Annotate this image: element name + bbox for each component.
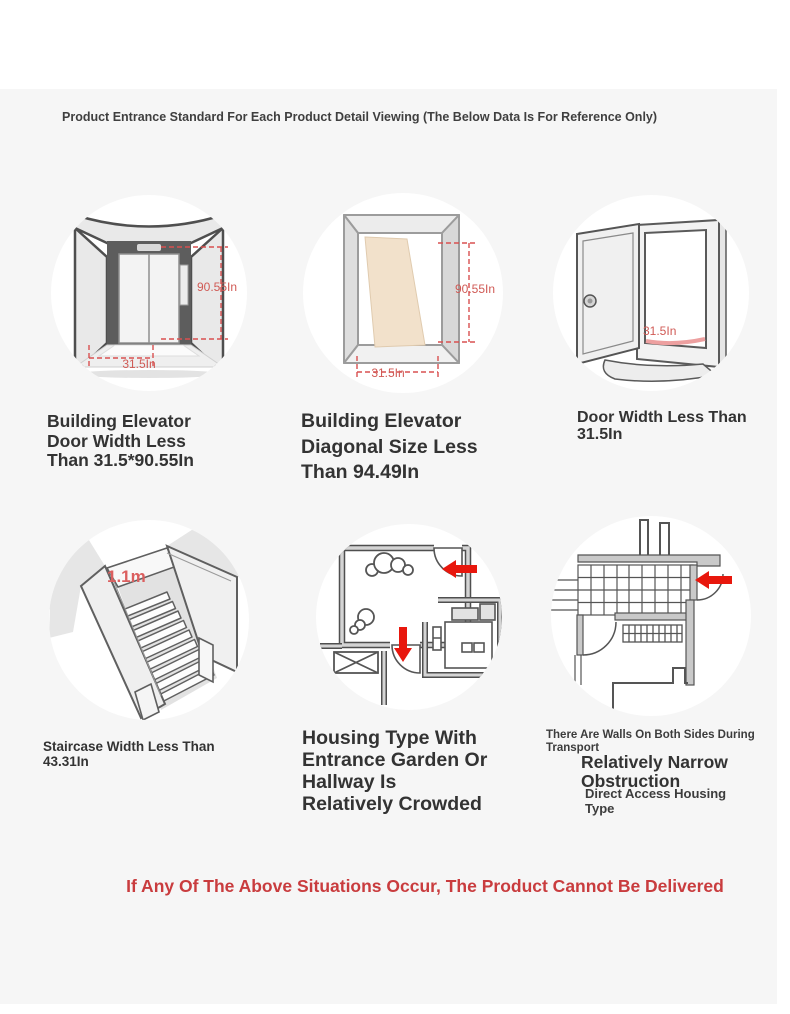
elevator-door-icon <box>51 195 247 391</box>
fence-grid <box>551 565 693 615</box>
caption-line: Building Elevator <box>47 411 191 431</box>
caption-line: Relatively Narrow <box>581 752 728 772</box>
obstruction-plan-icon <box>551 516 751 716</box>
caption-staircase <box>43 740 215 769</box>
width-measure-label: 31.5In <box>643 324 677 338</box>
door-width-illustration <box>553 195 749 391</box>
elevator-diagonal-icon <box>303 193 503 393</box>
trellis-box <box>334 652 378 673</box>
height-measure-label: 90.55In <box>196 280 238 294</box>
caption-line: Door Width Less Than <box>577 409 747 426</box>
elevator-door-illustration <box>51 195 247 391</box>
caption-line: Housing Type With <box>302 727 477 749</box>
width-measure-label: 1.1m <box>107 567 146 586</box>
caption-line: Hallway Is <box>302 771 397 793</box>
caption-obstruction-note <box>546 729 755 754</box>
narrow-obstruction-illustration <box>551 516 751 716</box>
caption-line: Door Width Less <box>47 430 186 451</box>
caption-elevator-diagonal <box>301 409 478 486</box>
hatched-obstacle <box>623 625 682 642</box>
door-leaf <box>577 224 639 364</box>
caption-line: Transport <box>546 741 600 754</box>
caption-line: Direct Access Housing <box>585 786 727 801</box>
caption-line: Staircase Width Less Than <box>43 739 215 754</box>
caption-entrance-garden <box>302 727 487 815</box>
section-title: Product Entrance Standard For Each Product Detail Viewing (The Below Data Is For Reference Only) <box>62 110 658 124</box>
entrance-garden-illustration <box>316 524 502 710</box>
furniture <box>433 604 495 668</box>
caption-line: 43.31In <box>43 753 89 769</box>
caption-door-width <box>577 410 747 443</box>
caption-line: Type <box>585 801 615 816</box>
caption-line: Obstruction <box>581 770 681 791</box>
caption-elevator-door <box>47 412 194 471</box>
caption-line: There Are Walls On Both Sides During <box>546 729 755 741</box>
caption-line: 31.5In <box>577 425 623 443</box>
width-measure-label: 31.5In <box>371 366 405 380</box>
caption-line: Building Elevator <box>301 410 462 432</box>
floor-plan-icon <box>316 524 502 710</box>
garden-stones <box>350 553 413 634</box>
width-measure-label: 31.5In <box>122 357 156 371</box>
caption-line: Than 31.5*90.55In <box>47 450 194 470</box>
caption-line: Relatively Crowded <box>302 793 482 815</box>
elevator-diagonal-illustration <box>303 193 503 393</box>
caption-obstruction-sub <box>585 786 726 816</box>
delivery-warning-text: If Any Of The Above Situations Occur, The Product Cannot Be Delivered <box>126 876 724 896</box>
open-door-icon <box>553 195 749 391</box>
caption-obstruction-main <box>581 753 728 790</box>
left-arrow-icon <box>695 571 732 589</box>
caption-line: Diagonal Size Less <box>301 435 478 458</box>
staircase-illustration <box>49 520 249 720</box>
caption-line: Entrance Garden Or <box>302 749 488 771</box>
staircase-icon <box>49 520 249 720</box>
height-measure-label: 90.55In <box>455 282 496 296</box>
caption-line: Than 94.49In <box>301 461 420 483</box>
